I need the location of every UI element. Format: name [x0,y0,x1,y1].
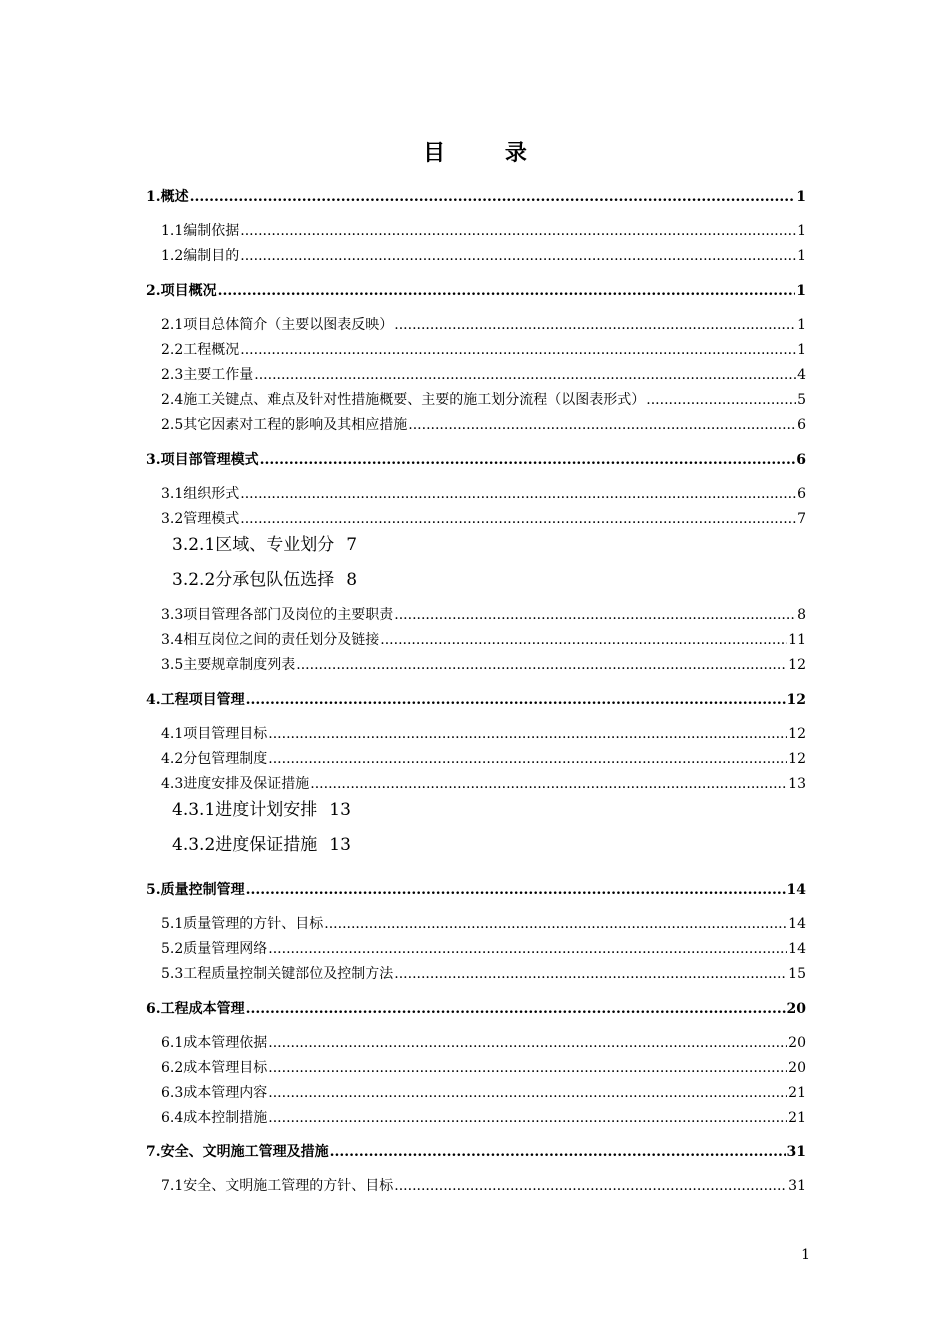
toc-entry-label: 成本管理依据 [183,1035,268,1051]
toc-entry-label: 项目概况 [160,283,217,299]
toc-entry-label: 项目部管理模式 [160,452,259,468]
toc-entry-number: 3.5 [161,657,184,673]
toc-entry-page: 1 [796,283,806,299]
toc-entry-number: 2.4 [161,392,184,408]
toc-entry-label: 进度安排及保证措施 [183,776,310,792]
toc-entry[interactable] [0,832,950,858]
toc-entry-line [161,773,806,795]
toc-entry-number: 7. [146,1144,161,1160]
toc-entry-page: 13 [329,835,351,855]
toc-entry-page: 5 [797,392,806,408]
toc-entry-page: 4 [797,367,806,383]
toc-entry-label: 质量管理的方针、目标 [183,916,324,932]
toc-entry-page: 20 [788,1035,806,1051]
toc-leader-dots [246,998,786,1020]
toc-entry-number: 1. [146,189,161,205]
toc-entry[interactable] [0,314,950,336]
toc-entry-page: 14 [786,882,806,898]
toc-entry-number: 5.3 [161,966,184,982]
toc-entry-line [172,567,357,593]
toc-entry-page: 8 [797,607,806,623]
toc-entry-page: 7 [797,511,806,527]
toc-entry-line [161,1082,806,1104]
toc-entry-label: 质量控制管理 [160,882,245,898]
toc-entry-number: 1.2 [161,248,184,264]
toc-entry-label: 质量管理网络 [183,941,268,957]
toc-leader-dots [268,723,787,745]
toc-entry[interactable] [0,1141,950,1163]
toc-entry-line [161,1057,806,1079]
toc-entry[interactable] [0,245,950,267]
toc-entry-label: 管理模式 [183,511,240,527]
toc-leader-dots [296,654,787,676]
toc-entry-page: 20 [788,1060,806,1076]
toc-entry-page: 20 [786,1001,806,1017]
toc-entry[interactable] [0,364,950,386]
toc-entry-number: 4.3.1 [172,800,216,820]
toc-entry-page: 12 [788,657,806,673]
toc-entry-page: 14 [788,916,806,932]
toc-entry-line [146,186,806,208]
toc-entry-line [161,483,806,505]
toc-entry-number: 7.1 [161,1178,184,1194]
toc-leader-dots [218,280,796,302]
toc-entry-number: 6. [146,1001,161,1017]
toc-leader-dots [330,1141,786,1163]
toc-entry-page: 12 [788,751,806,767]
toc-entry-line [161,1107,806,1129]
toc-entry-line [161,963,806,985]
toc-entry[interactable] [0,773,950,795]
toc-entry-line [172,532,357,558]
toc-entry-label: 主要规章制度列表 [183,657,296,673]
toc-entry[interactable] [0,220,950,242]
toc-entry[interactable] [0,963,950,985]
page-number: 1 [801,1247,810,1263]
toc-leader-dots [408,414,796,436]
toc-entry[interactable] [0,449,950,471]
toc-entry-number: 6.3 [161,1085,184,1101]
toc-entry[interactable] [0,339,950,361]
toc-leader-dots [240,508,796,530]
toc-entry-line [161,364,806,386]
toc-entry[interactable] [0,280,950,302]
toc-entry-line [161,339,806,361]
toc-entry-page: 6 [797,417,806,433]
toc-leader-dots [646,389,796,411]
toc-entry[interactable] [0,879,950,901]
toc-entry-label: 成本控制措施 [183,1110,268,1126]
toc-entry-line [161,654,806,676]
toc-entry-number: 5.1 [161,916,184,932]
toc-entry-label: 成本管理内容 [183,1085,268,1101]
toc-entry-number: 4.1 [161,726,184,742]
toc-entry-line [146,879,806,901]
toc-entry-line [161,604,806,626]
toc-entry-page: 13 [788,776,806,792]
toc-leader-dots [254,364,796,386]
toc-entry-page: 21 [788,1085,806,1101]
toc-entry-line [146,449,806,471]
toc-entry-number: 2.1 [161,317,184,333]
toc-entry[interactable] [0,1032,950,1054]
toc-entry-page: 15 [788,966,806,982]
toc-entry-label: 主要工作量 [183,367,254,383]
toc-entry[interactable] [0,532,950,558]
toc-entry[interactable] [0,748,950,770]
toc-entry-page: 1 [796,189,806,205]
toc-entry-number: 2.5 [161,417,184,433]
toc-leader-dots [240,339,796,361]
toc-entry-number: 3.2.2 [172,570,216,590]
toc-leader-dots [260,449,796,471]
toc-entry-page: 1 [797,317,806,333]
toc-leader-dots [268,1032,787,1054]
toc-entry-line [146,689,806,711]
toc-entry-number: 4.2 [161,751,184,767]
toc-entry-number: 2.2 [161,342,184,358]
toc-leader-dots [240,245,796,267]
toc-entry-label: 项目管理目标 [183,726,268,742]
toc-entry-label: 工程成本管理 [160,1001,245,1017]
toc-entry-line [161,629,806,651]
toc-leader-dots [394,314,796,336]
toc-entry-number: 2.3 [161,367,184,383]
toc-entry-line [161,748,806,770]
toc-leader-dots [268,1057,787,1079]
toc-entry[interactable] [0,938,950,960]
toc-entry-line [161,1032,806,1054]
toc-entry-page: 14 [788,941,806,957]
toc-entry[interactable] [0,604,950,626]
toc-leader-dots [246,879,786,901]
toc-entry-page: 6 [797,486,806,502]
toc-entry[interactable] [0,1107,950,1129]
toc-entry-line [161,220,806,242]
toc-entry[interactable] [0,508,950,530]
toc-entry-label: 工程概况 [183,342,240,358]
toc-entry-number: 4. [146,692,161,708]
toc-entry-number: 6.2 [161,1060,184,1076]
toc-entry-line [146,998,806,1020]
toc-entry[interactable] [0,797,950,823]
toc-leader-dots [394,963,787,985]
toc-leader-dots [190,186,796,208]
toc-entry-number: 4.3 [161,776,184,792]
toc-entry-number: 5. [146,882,161,898]
toc-entry-label: 施工关键点、难点及针对性措施概要、主要的施工划分流程（以图表形式） [183,392,646,408]
toc-leader-dots [240,220,796,242]
toc-entry-number: 6.4 [161,1110,184,1126]
toc-leader-dots [310,773,787,795]
toc-entry-line [161,938,806,960]
toc-entry-label: 编制依据 [183,223,240,239]
toc-leader-dots [268,1107,787,1129]
toc-entry-label: 相互岗位之间的责任划分及链接 [183,632,380,648]
toc-entry[interactable] [0,483,950,505]
toc-entry-label: 工程质量控制关键部位及控制方法 [183,966,394,982]
toc-entry-label: 分承包队伍选择 [215,570,335,590]
toc-entry[interactable] [0,723,950,745]
toc-leader-dots [268,748,787,770]
toc-entry-page: 1 [797,342,806,358]
toc-entry[interactable] [0,389,950,411]
toc-leader-dots [324,913,787,935]
toc-entry-line [161,414,806,436]
toc-entry[interactable] [0,567,950,593]
toc-entry[interactable] [0,913,950,935]
toc-entry-label: 组织形式 [183,486,240,502]
toc-entry-label: 分包管理制度 [183,751,268,767]
toc-entry-label: 其它因素对工程的影响及其相应措施 [183,417,408,433]
toc-leader-dots [268,1082,787,1104]
toc-entry-label: 成本管理目标 [183,1060,268,1076]
toc-entry[interactable] [0,629,950,651]
page-title: 目 录 [423,140,553,166]
toc-entry-page: 31 [786,1144,806,1160]
toc-entry-line [161,389,806,411]
toc-entry[interactable] [0,654,950,676]
toc-entry-number: 3. [146,452,161,468]
toc-entry-line [161,508,806,530]
toc-entry-number: 3.2.1 [172,535,216,555]
toc-entry-page: 6 [796,452,806,468]
toc-entry-number: 3.4 [161,632,184,648]
toc-leader-dots [394,604,796,626]
toc-entry-page: 13 [329,800,351,820]
toc-entry-number: 3.2 [161,511,184,527]
toc-entry-line [161,913,806,935]
toc-entry[interactable] [0,414,950,436]
toc-entry-label: 项目总体简介（主要以图表反映） [183,317,394,333]
toc-entry-line [146,280,806,302]
toc-entry-line [161,314,806,336]
toc-leader-dots [394,1175,787,1197]
toc-entry-line [172,797,351,823]
toc-entry[interactable] [0,1057,950,1079]
toc-entry-number: 1.1 [161,223,184,239]
toc-entry-page: 1 [797,223,806,239]
toc-entry-number: 3.3 [161,607,184,623]
toc-entry[interactable] [0,1175,950,1197]
toc-leader-dots [268,938,787,960]
toc-entry-page: 7 [346,535,358,555]
toc-entry-number: 2. [146,283,161,299]
toc-entry-label: 区域、专业划分 [215,535,335,555]
toc-entry[interactable] [0,1082,950,1104]
toc-entry-label: 工程项目管理 [160,692,245,708]
toc-entry-line [161,723,806,745]
toc-entry-label: 进度保证措施 [215,835,318,855]
toc-entry-page: 8 [346,570,358,590]
toc-entry[interactable] [0,689,950,711]
toc-entry-label: 安全、文明施工管理的方针、目标 [183,1178,394,1194]
toc-leader-dots [246,689,786,711]
toc-entry-label: 进度计划安排 [215,800,318,820]
toc-entry-label: 概述 [160,189,189,205]
toc-entry-number: 4.3.2 [172,835,216,855]
toc-entry[interactable] [0,186,950,208]
toc-entry-page: 21 [788,1110,806,1126]
toc-entry-label: 安全、文明施工管理及措施 [160,1144,329,1160]
toc-entry-page: 12 [786,692,806,708]
toc-leader-dots [240,483,796,505]
toc-entry-page: 11 [788,632,806,648]
toc-entry-page: 12 [788,726,806,742]
toc-entry-page: 1 [797,248,806,264]
toc-entry-line [172,832,351,858]
toc-entry-label: 项目管理各部门及岗位的主要职责 [183,607,394,623]
toc-entry-number: 6.1 [161,1035,184,1051]
toc-entry-label: 编制目的 [183,248,240,264]
toc-entry-page: 31 [788,1178,806,1194]
toc-leader-dots [380,629,787,651]
toc-entry-number: 3.1 [161,486,184,502]
toc-entry-line [161,1175,806,1197]
toc-entry-line [146,1141,806,1163]
toc-entry-line [161,245,806,267]
toc-entry-number: 5.2 [161,941,184,957]
toc-entry[interactable] [0,998,950,1020]
